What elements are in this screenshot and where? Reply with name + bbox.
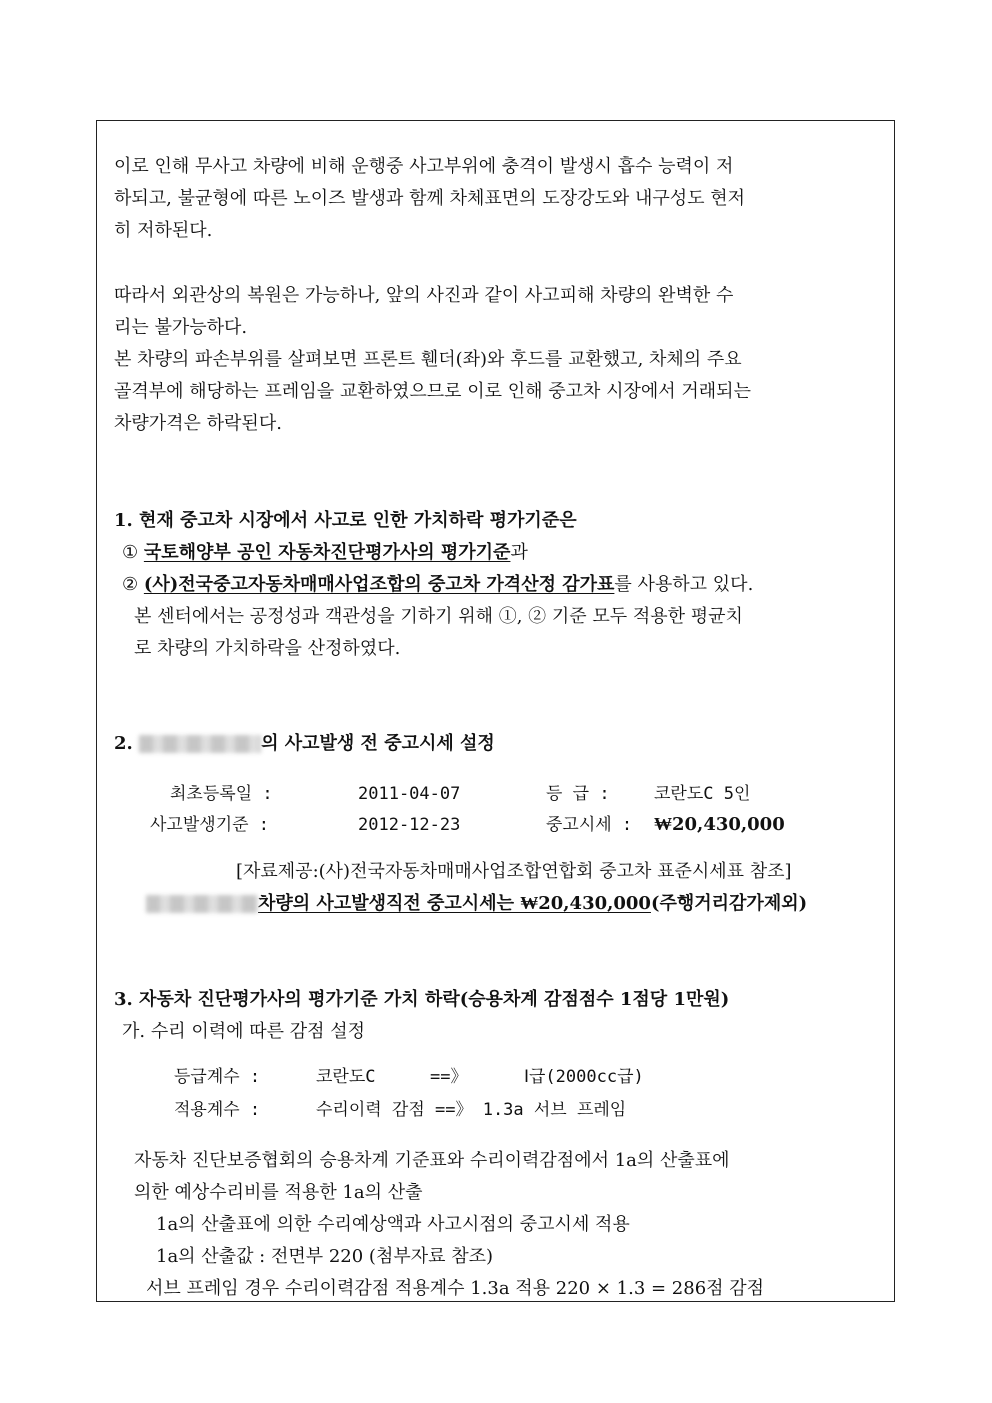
section3-para-line1: 자동차 진단보증협회의 승용차계 기준표와 수리이력감점에서 1a의 산출표에 bbox=[134, 1150, 730, 1171]
used-price-value: ₩20,430,000 bbox=[654, 814, 785, 835]
section1-note-line2: 로 차량의 가치하락을 산정하였다. bbox=[134, 638, 401, 659]
grade-value: 코란도C 5인 bbox=[654, 784, 751, 804]
grade-factor-result: Ⅰ급(2000cc급) bbox=[524, 1067, 644, 1087]
para2-line2: 리는 불가능하다. bbox=[114, 317, 248, 338]
section1-heading: 1. 현재 중고차 시장에서 사고로 인한 가치하락 평가기준은 bbox=[114, 510, 577, 531]
section2-number: 2. bbox=[114, 733, 133, 754]
section3-subheading: 가. 수리 이력에 따른 감점 설정 bbox=[122, 1021, 365, 1042]
section3-heading: 3. 자동차 진단평가사의 평가기준 가치 하락(승용차계 감점점수 1점당 1만원) bbox=[114, 989, 730, 1010]
reg-date-value: 2011-04-07 bbox=[358, 784, 461, 804]
grade-factor-label: 등급계수 : bbox=[174, 1067, 261, 1087]
price-summary-underlined: 차량의 사고발생직전 중고시세는 ₩20,430,000 bbox=[258, 893, 651, 914]
para1-line3: 히 저하된다. bbox=[114, 220, 213, 241]
grade-factor-model: 코란도C bbox=[316, 1067, 376, 1087]
para2-line5: 차량가격은 하락된다. bbox=[114, 413, 282, 434]
reg-date-label: 최초등록일 : bbox=[170, 784, 273, 804]
para2-line3: 본 차량의 파손부위를 살펴보면 프론트 휀더(좌)와 후드를 교환했고, 차체의 주요 bbox=[114, 349, 742, 370]
item1-underlined: 국토해양부 공인 자동차진단평가사의 평가기준 bbox=[143, 542, 511, 563]
para2-line4: 골격부에 해당하는 프레임을 교환하였으므로 이로 인해 중고차 시장에서 거래되는 bbox=[114, 381, 751, 402]
apply-factor-label: 적용계수 : bbox=[174, 1100, 261, 1120]
para1-line2: 하되고, 불균형에 따른 노이즈 발생과 함께 차체표면의 도장강도와 내구성도 현저 bbox=[114, 188, 746, 209]
para2-line1: 따라서 외관상의 복원은 가능하나, 앞의 사진과 같이 사고피해 차량의 완벽한 수 bbox=[114, 285, 734, 306]
grade-factor-arrow: ==》 bbox=[430, 1067, 468, 1087]
item2-underlined: (사)전국중고자동차매매사업조합의 중고차 가격산정 감가표 bbox=[143, 574, 615, 595]
redacted-vehicle-blur bbox=[146, 895, 258, 913]
section3-para-line2: 의한 예상수리비를 적용한 1a의 산출 bbox=[134, 1182, 423, 1203]
item2-tail: 를 사용하고 있다. bbox=[614, 574, 754, 595]
accident-date-label: 사고발생기준 : bbox=[150, 815, 270, 835]
redacted-name-blur bbox=[139, 735, 261, 753]
section2-heading bbox=[114, 731, 495, 757]
price-summary-tail: (주행거리감가제외) bbox=[650, 893, 808, 914]
section3-para-line3: 1a의 산출표에 의한 수리예상액과 사고시점의 중고시세 적용 bbox=[156, 1214, 630, 1235]
grade-label: 등 급 : bbox=[546, 784, 610, 804]
item2-mark: ② bbox=[122, 574, 139, 595]
used-price-label: 중고시세 : bbox=[546, 815, 633, 835]
section3-para-line5: 서브 프레임 경우 수리이력감점 적용계수 1.3a 적용 220 × 1.3 = 286점 감점 bbox=[146, 1278, 765, 1299]
section3-para-line4: 1a의 산출값 : 전면부 220 (첨부자료 참조) bbox=[156, 1246, 494, 1267]
section2-heading-text: 의 사고발생 전 중고시세 설정 bbox=[261, 733, 495, 754]
price-summary bbox=[146, 891, 807, 917]
accident-date-value: 2012-12-23 bbox=[358, 815, 461, 835]
apply-factor-text: 수리이력 감점 ==》 1.3a 서브 프레임 bbox=[316, 1100, 627, 1120]
section1-note-line1: 본 센터에서는 공정성과 객관성을 기하기 위해 ①, ② 기준 모두 적용한 평균치 bbox=[134, 606, 743, 627]
section1-item1 bbox=[122, 540, 528, 566]
item1-tail: 과 bbox=[510, 542, 528, 563]
item1-mark: ① bbox=[122, 542, 139, 563]
section1-item2 bbox=[122, 572, 753, 598]
source-note: [자료제공:(사)전국자동차매매사업조합연합회 중고차 표준시세표 참조] bbox=[236, 861, 792, 882]
para1-line1: 이로 인해 무사고 차량에 비해 운행중 사고부위에 충격이 발생시 흡수 능력이 저 bbox=[114, 156, 734, 177]
